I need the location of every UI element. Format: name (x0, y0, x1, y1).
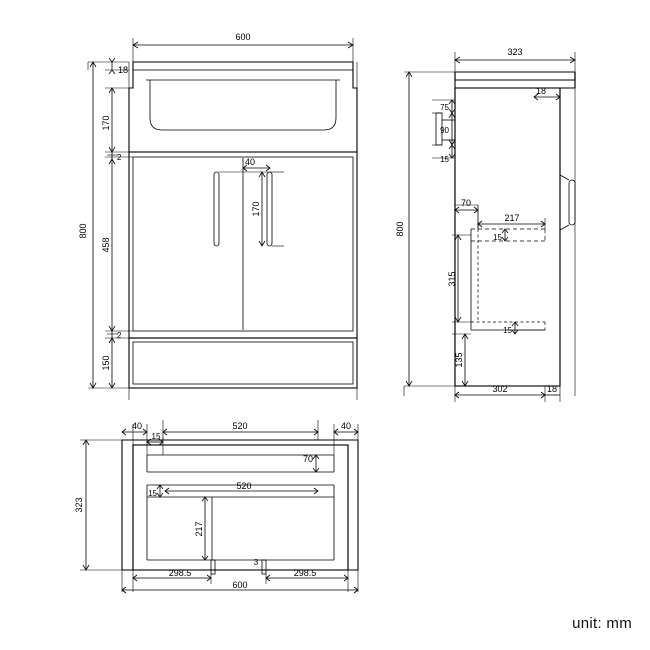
side-dim-mid-height: 315 (447, 271, 457, 287)
side-elevation-view (395, 47, 575, 402)
side-dim-overall-depth: 323 (507, 47, 523, 57)
side-dim-shelf-thickness-a: 15 (493, 233, 502, 242)
front-dim-handle-length: 170 (251, 201, 261, 217)
side-dim-shelf-thickness-b: 15 (503, 326, 512, 335)
side-dim-shelf-depth: 217 (504, 213, 520, 223)
plan-dim-half-b: 298.5 (293, 568, 317, 578)
front-dim-drawer-height: 150 (101, 355, 111, 371)
plan-dim-center-gap: 3 (253, 558, 259, 567)
front-dim-overall-width: 600 (235, 32, 251, 42)
front-dim-door-height: 458 (101, 237, 111, 253)
side-dim-upper-c: 15 (440, 155, 449, 164)
plan-dim-overall-depth: 323 (74, 497, 84, 513)
plan-dim-depth-b: 217 (194, 521, 204, 537)
side-dim-back-offset: 18 (546, 384, 558, 394)
side-dim-upper-b: 90 (440, 126, 449, 135)
plan-dim-side-b: 40 (340, 421, 352, 431)
plan-dim-offset-a: 15 (151, 432, 161, 441)
front-dim-handle-offset: 40 (244, 157, 256, 167)
unit-label: unit: mm (572, 615, 632, 632)
plan-dim-side-a: 40 (131, 421, 143, 431)
plan-dim-inner-width: 520 (232, 421, 248, 431)
plan-view (74, 420, 358, 593)
side-dim-overall-height: 800 (395, 221, 405, 237)
plan-dim-offset-b: 15 (148, 489, 157, 498)
side-dim-top-offset: 18 (535, 86, 547, 96)
plan-dim-inner-width-2: 520 (236, 481, 252, 491)
plan-dim-overall-width: 600 (232, 580, 248, 590)
side-dim-shelf-offset: 70 (460, 198, 472, 208)
front-dim-top-offset: 18 (118, 65, 129, 75)
front-dim-gap-upper: 2 (117, 153, 122, 162)
plan-dim-depth-a: 70 (302, 454, 313, 464)
plan-dim-half-a: 298.5 (168, 568, 192, 578)
front-elevation-view (78, 32, 357, 400)
side-dim-lower-height: 135 (454, 352, 464, 368)
front-dim-overall-height: 800 (78, 223, 88, 239)
side-dim-body-depth: 302 (492, 384, 508, 394)
front-dim-gap-lower: 2 (117, 331, 122, 340)
front-dim-basin-depth: 170 (101, 115, 111, 131)
side-dim-upper-a: 75 (440, 103, 449, 112)
